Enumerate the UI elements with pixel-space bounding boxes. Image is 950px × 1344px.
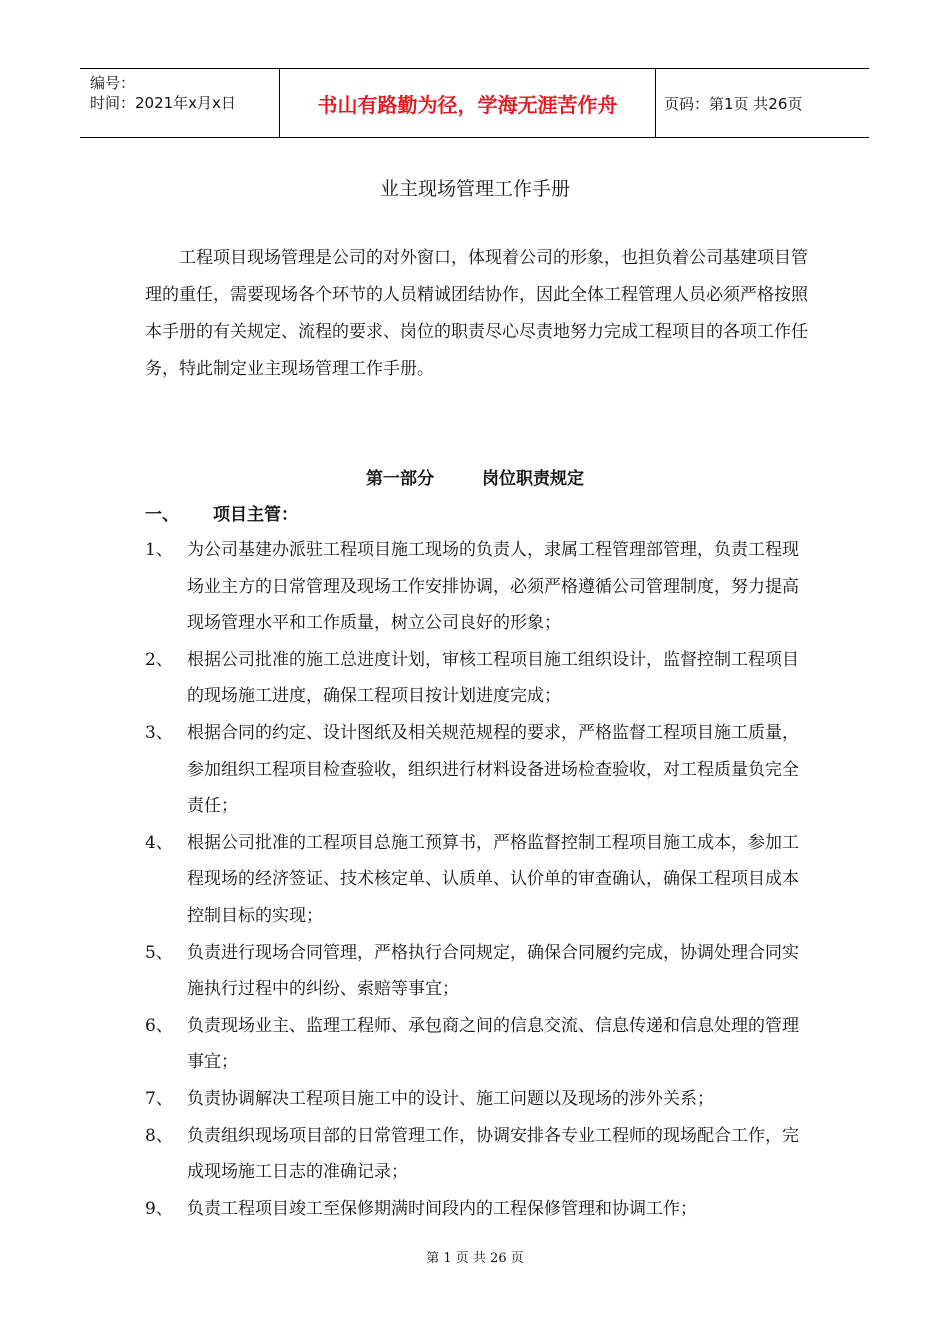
item-number: 2、 xyxy=(145,649,173,670)
number-label: 编号： xyxy=(90,74,136,92)
list-item xyxy=(145,1118,810,1191)
list-item xyxy=(145,1008,810,1081)
list-item xyxy=(145,532,810,642)
document-title: 业主现场管理工作手册 xyxy=(379,178,570,200)
part-name: 岗位职责规定 xyxy=(482,469,584,489)
list-item xyxy=(145,825,810,935)
item-text: 负责进行现场合同管理，严格执行合同规定，确保合同履约完成，协调处理合同实施执行过程中的纠纷、索赔等事宜； xyxy=(187,942,799,1000)
duty-list xyxy=(145,532,810,1227)
item-text: 负责现场业主、监理工程师、承包商之间的信息交流、信息传递和信息处理的管理事宜； xyxy=(187,1015,799,1073)
section-number: 一、 xyxy=(145,505,179,525)
item-text: 为公司基建办派驻工程项目施工现场的负责人，隶属工程管理部管理，负责工程现场业主方的日常管理及现场工作安排协调，必须严格遵循公司管理制度，努力提高现场管理水平和工作质量，树立公司良好的形象； xyxy=(187,540,799,634)
item-number: 8、 xyxy=(145,1125,173,1146)
item-text: 负责协调解决工程项目施工中的设计、施工问题以及现场的涉外关系； xyxy=(187,1088,714,1109)
intro-paragraph xyxy=(145,240,810,388)
header-page-info: 页码：第1页 共26页 xyxy=(664,94,803,113)
intro-text: 工程项目现场管理是公司的对外窗口，体现着公司的形象，也担负着公司基建项目管理的重任，需要现场各个环节的人员精诚团结协作，因此全体工程管理人员必须严格按照本手册的有关规定、流程的要求、岗位的职责尽心尽责地努力完成工程项目的各项工作任务，特此制定业主现场管理工作手册。 xyxy=(145,248,808,379)
time-label: 时间：2021年x月x日 xyxy=(90,94,236,112)
item-number: 9、 xyxy=(145,1198,173,1219)
list-item xyxy=(145,935,810,1008)
page-header xyxy=(80,68,869,138)
item-text: 负责组织现场项目部的日常管理工作，协调安排各专业工程师的现场配合工作，完成现场施工日志的准确记录； xyxy=(187,1125,799,1183)
item-text: 根据合同的约定、设计图纸及相关规范规程的要求，严格监督工程项目施工质量，参加组织工程项目检查验收，组织进行材料设备进场检查验收，对工程质量负完全责任； xyxy=(187,722,799,817)
part-heading xyxy=(0,464,950,489)
header-meta xyxy=(80,69,280,137)
item-number: 3、 xyxy=(145,722,173,743)
item-number: 7、 xyxy=(145,1088,173,1109)
item-number: 4、 xyxy=(145,832,173,853)
list-item xyxy=(145,642,810,715)
section-heading xyxy=(145,500,298,525)
header-motto: 书山有路勤为径，学海无涯苦作舟 xyxy=(280,69,656,137)
list-item xyxy=(145,1191,810,1228)
item-text: 根据公司批准的施工总进度计划，审核工程项目施工组织设计，监督控制工程项目的现场施工进度，确保工程项目按计划进度完成； xyxy=(187,649,799,707)
item-text: 根据公司批准的工程项目总施工预算书，严格监督控制工程项目施工成本，参加工程现场的经济签证、技术核定单、认质单、认价单的审查确认，确保工程项目成本控制目标的实现； xyxy=(187,832,799,926)
item-number: 6、 xyxy=(145,1015,173,1036)
part-label: 第一部分 xyxy=(366,469,434,489)
list-item xyxy=(145,1081,810,1118)
item-number: 1、 xyxy=(145,540,173,560)
item-text: 负责工程项目竣工至保修期满时间段内的工程保修管理和协调工作； xyxy=(187,1198,697,1219)
item-number: 5、 xyxy=(145,942,173,963)
list-item xyxy=(145,715,810,825)
page-footer: 第 1 页 共 26 页 xyxy=(426,1251,524,1266)
section-title: 项目主管： xyxy=(213,505,298,525)
